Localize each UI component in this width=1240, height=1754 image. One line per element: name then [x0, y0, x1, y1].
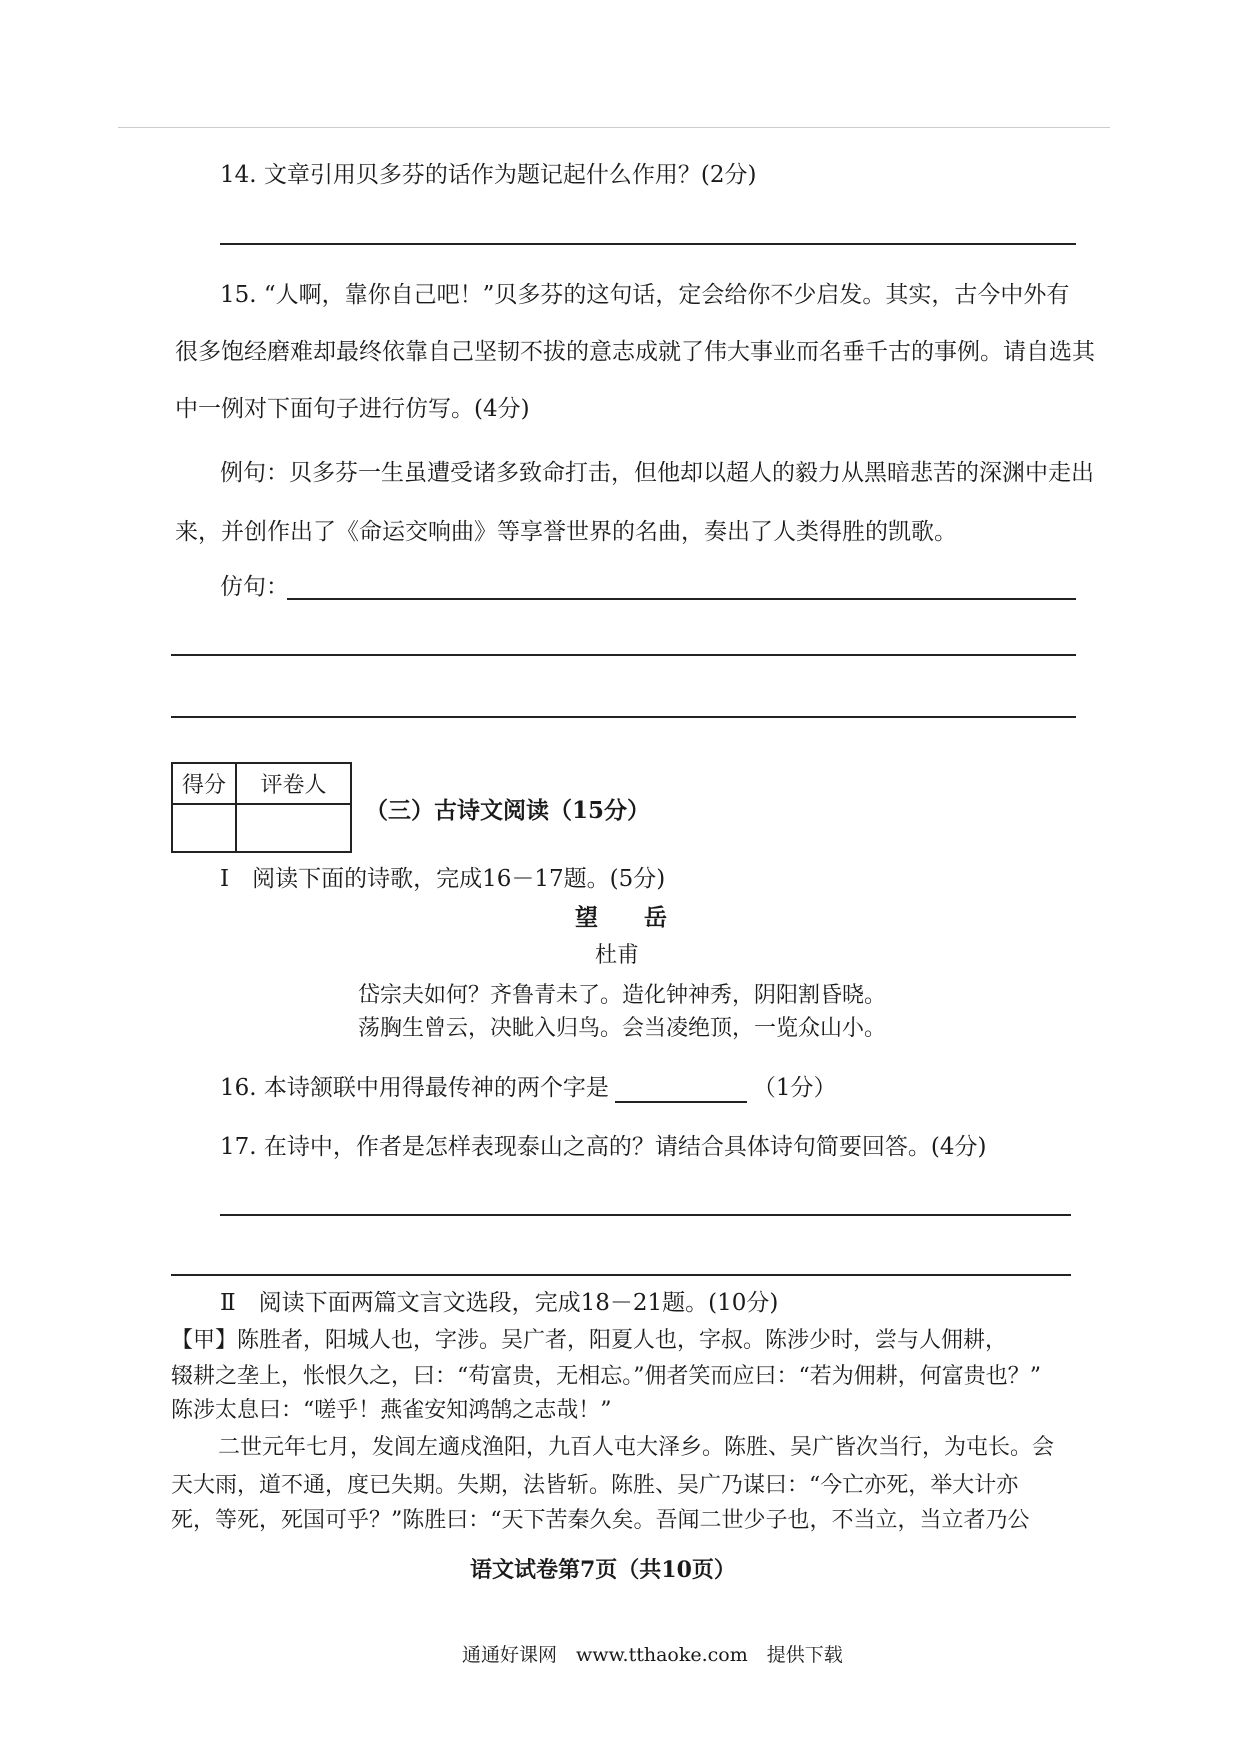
question-17: 17. 在诗中，作者是怎样表现泰山之高的？请结合具体诗句简要回答。(4分)	[220, 1134, 987, 1160]
question-16-text: 16. 本诗颔联中用得最传神的两个字是	[220, 1075, 609, 1101]
question-14: 14. 文章引用贝多芬的话作为题记起什么作用？(2分)	[220, 162, 757, 188]
question-16-blank[interactable]	[615, 1079, 747, 1103]
passage-line-4: 二世元年七月，发闾左適戍渔阳，九百人屯大泽乡。陈胜、吴广皆次当行，为屯长。会	[218, 1435, 1055, 1460]
poem-author: 杜甫	[595, 943, 640, 968]
passage-line-6: 死，等死，死国可乎？”陈胜曰：“天下苦秦久矣。吾闻二世少子也，不当立，当立者乃公	[171, 1508, 1030, 1533]
imitate-label: 仿句：	[220, 574, 289, 600]
poem-line-2: 荡胸生曾云，决眦入归鸟。会当凌绝顶，一览众山小。	[358, 1016, 887, 1041]
example-line-1: 例句：贝多芬一生虽遭受诸多致命打击，但他却以超人的毅力从黑暗悲苦的深渊中走出	[220, 460, 1094, 486]
question-16-score: （1分）	[752, 1075, 837, 1101]
passage-line-1: 【甲】陈胜者，阳城人也，字涉。吴广者，阳夏人也，字叔。陈涉少时，尝与人佣耕，	[171, 1328, 1008, 1353]
top-rule	[118, 127, 1110, 128]
question-15-line-2: 很多饱经磨难却最终依靠自己坚韧不拔的意志成就了伟大事业而名垂千古的事例。请自选其	[175, 339, 1095, 365]
grader-cell[interactable]	[236, 804, 351, 852]
imitate-answer-line-3[interactable]	[171, 716, 1076, 718]
page-footer: 语文试卷第7页（共10页）	[470, 1557, 736, 1583]
score-label: 得分	[172, 763, 236, 804]
answer-line-17-2[interactable]	[171, 1274, 1071, 1276]
answer-line-14[interactable]	[220, 243, 1076, 245]
question-15-line-3: 中一例对下面句子进行仿写。(4分)	[175, 396, 530, 422]
part-1-instruction: Ⅰ 阅读下面的诗歌，完成16－17题。(5分)	[220, 866, 666, 892]
passage-line-5: 天大雨，道不通，度已失期。失期，法皆斩。陈胜、吴广乃谋曰：“今亡亦死，举大计亦	[171, 1473, 1019, 1498]
question-16	[220, 1073, 837, 1103]
passage-line-2: 辍耕之垄上，怅恨久之，曰：“苟富贵，无相忘。”佣者笑而应曰：“若为佣耕，何富贵也？”	[171, 1364, 1041, 1389]
poem-title: 望 岳	[575, 904, 667, 931]
part-2-instruction: Ⅱ 阅读下面两篇文言文选段，完成18－21题。(10分)	[220, 1290, 779, 1316]
grader-label: 评卷人	[236, 763, 351, 804]
score-box	[171, 762, 352, 853]
watermark-text: 通通好课网 www.tthaoke.com 提供下载	[462, 1644, 843, 1666]
poem-line-1: 岱宗夫如何？齐鲁青未了。造化钟神秀，阴阳割昏晓。	[358, 983, 887, 1008]
question-15-line-1: 15. “人啊，靠你自己吧！”贝多芬的这句话，定会给你不少启发。其实，古今中外有	[220, 282, 1070, 308]
imitate-answer-line-2[interactable]	[171, 654, 1076, 656]
imitate-answer-line-1[interactable]	[287, 598, 1076, 600]
passage-line-3: 陈涉太息曰：“嗟乎！燕雀安知鸿鹄之志哉！”	[171, 1398, 612, 1423]
example-line-2: 来，并创作出了《命运交响曲》等享誉世界的名曲，奏出了人类得胜的凯歌。	[175, 519, 957, 545]
score-cell[interactable]	[172, 804, 236, 852]
section-3-heading: （三）古诗文阅读（15分）	[365, 797, 651, 824]
answer-line-17-1[interactable]	[220, 1214, 1071, 1216]
